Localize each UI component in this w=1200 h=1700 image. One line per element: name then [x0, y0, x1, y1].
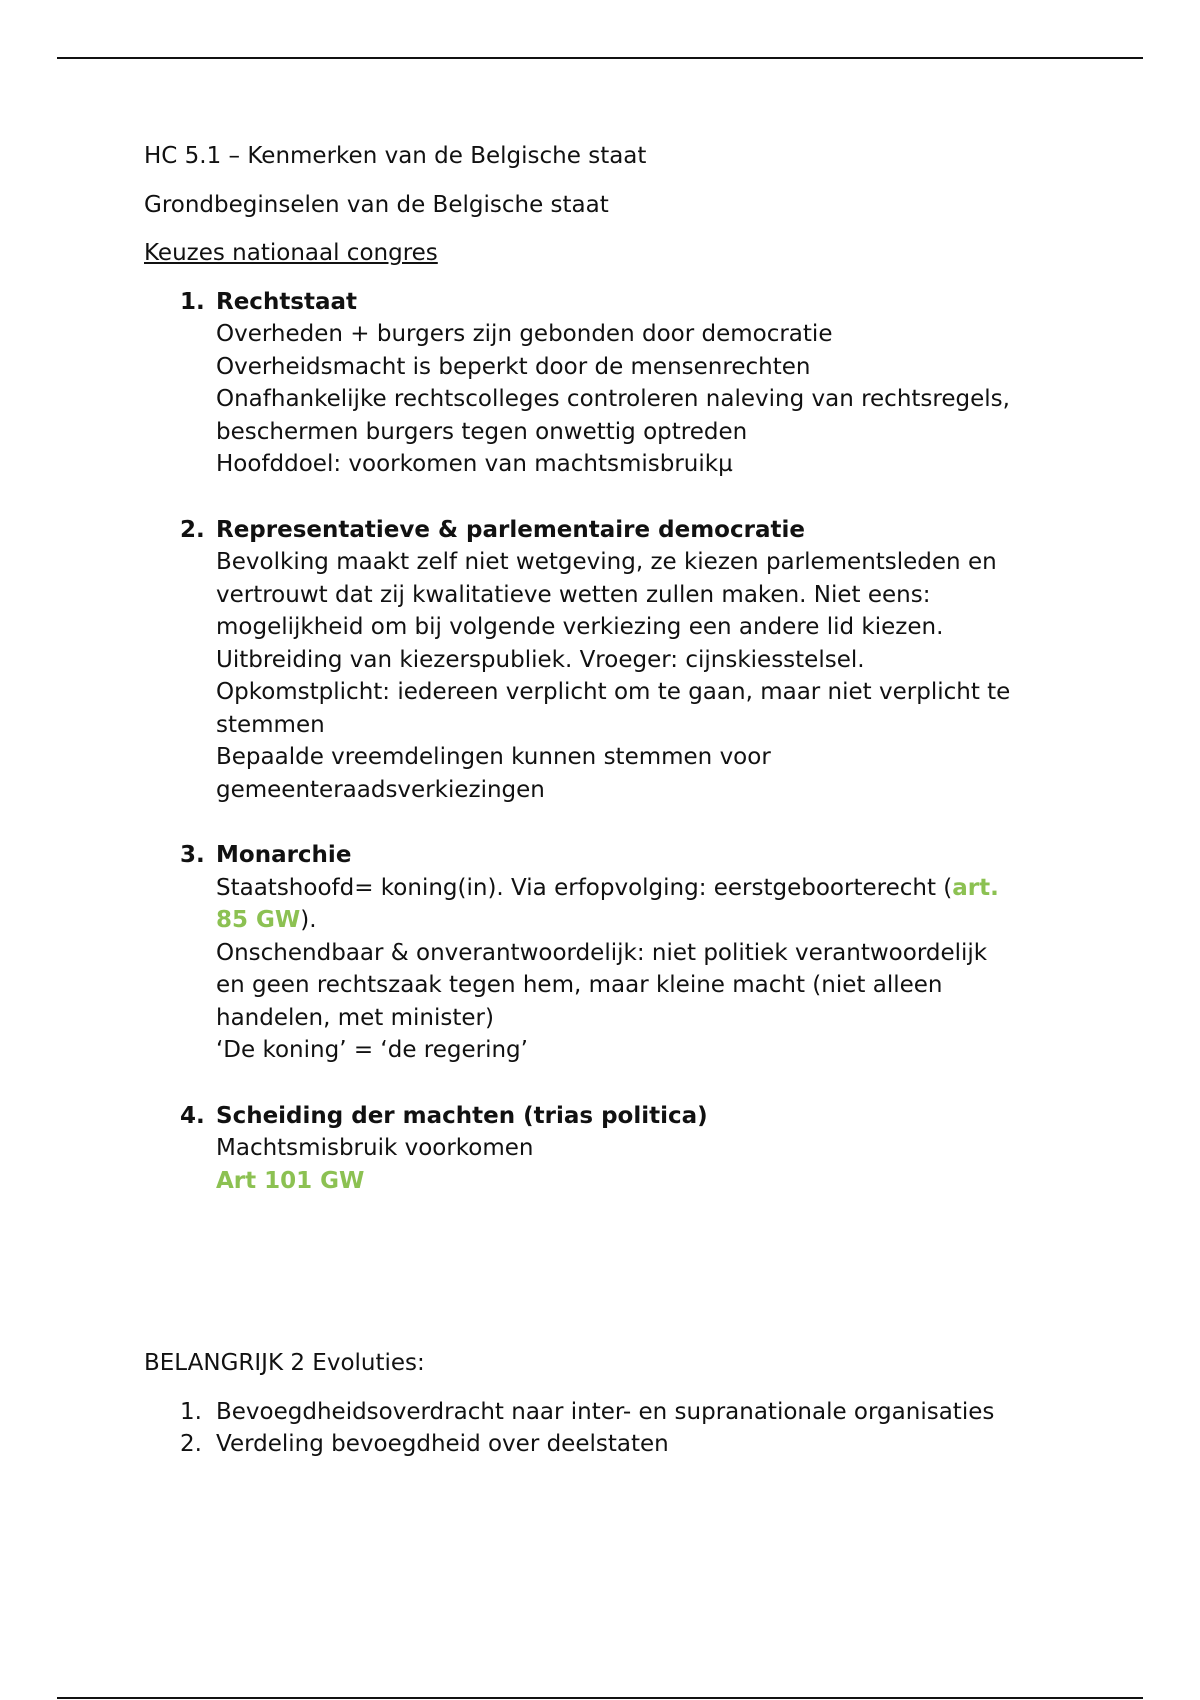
evolutions-title: BELANGRIJK 2 Evoluties: [144, 1350, 425, 1376]
item-line-text: Staatshoofd= koning(in). Via erfopvolging: eerstgeboorterecht ( [216, 874, 953, 901]
item-line: beschermen burgers tegen onwettig optreden [216, 418, 748, 445]
list-item [144, 1428, 1074, 1461]
doc-heading-2: Grondbeginselen van de Belgische staat [144, 191, 609, 218]
footer-rule [57, 1697, 1143, 1699]
item-title: Representatieve & parlementaire democratie [216, 516, 805, 543]
list-number: 2. [180, 516, 205, 543]
item-line: Uitbreiding van kiezerspubliek. Vroeger: cijnskiesstelsel. [216, 646, 865, 673]
item-line: Overheidsmacht is beperkt door de mensenrechten [216, 353, 811, 380]
item-title: Scheiding der machten (trias politica) [216, 1102, 708, 1129]
item-line: ‘De koning’ = ‘de regering’ [216, 1037, 528, 1063]
item-line: en geen rechtszaak tegen hem, maar kleine macht (niet alleen [216, 972, 943, 998]
item-line: Onschendbaar & onverantwoordelijk: niet politiek verantwoordelijk [216, 939, 988, 966]
article-reference: Art 101 GW [216, 1167, 365, 1194]
list-item [144, 1396, 1074, 1429]
item-line: Overheden + burgers zijn gebonden door democratie [216, 321, 833, 347]
item-line [216, 872, 1074, 905]
list-item-democratie [144, 514, 1074, 807]
list-item-text: Bevoegdheidsoverdracht naar inter- en supranationale organisaties [216, 1398, 995, 1425]
item-line: Hoofddoel: voorkomen van machtsmisbruikµ [216, 451, 733, 477]
list-number: 1. [180, 1398, 202, 1425]
document-body [144, 140, 1074, 1461]
item-line: Bevolking maakt zelf niet wetgeving, ze kiezen parlementsleden en [216, 549, 997, 575]
list-number: 2. [180, 1431, 202, 1457]
evolutions-list [144, 1396, 1074, 1461]
item-line: handelen, met minister) [216, 1004, 494, 1031]
principles-list [144, 286, 1074, 1198]
item-line: Opkomstplicht: iedereen verplicht om te gaan, maar niet verplicht te [216, 679, 1011, 705]
item-title: Rechtstaat [216, 288, 358, 315]
item-line: gemeenteraadsverkiezingen [216, 776, 545, 803]
item-line-text: ). [300, 907, 317, 933]
article-reference: art. [952, 874, 999, 901]
doc-heading-1: HC 5.1 – Kenmerken van de Belgische staat [144, 143, 647, 169]
article-reference: 85 GW [216, 907, 301, 933]
item-line [216, 904, 1074, 937]
list-number: 4. [180, 1102, 205, 1129]
list-number: 1. [180, 288, 205, 315]
list-number: 3. [180, 842, 205, 868]
list-item-monarchie [144, 839, 1074, 1067]
item-line: stemmen [216, 711, 325, 738]
item-line: Onafhankelijke rechtscolleges controleren naleving van rechtsregels, [216, 386, 1010, 412]
list-item-text: Verdeling bevoegdheid over deelstaten [216, 1431, 669, 1457]
list-item-trias-politica [144, 1100, 1074, 1198]
item-title: Monarchie [216, 842, 352, 868]
item-line: mogelijkheid om bij volgende verkiezing een andere lid kiezen. [216, 614, 944, 640]
header-rule [57, 57, 1143, 59]
item-line: Bepaalde vreemdelingen kunnen stemmen voor [216, 744, 771, 770]
section-title: Keuzes nationaal congres [144, 240, 438, 266]
item-line: vertrouwt dat zij kwalitatieve wetten zullen maken. Niet eens: [216, 581, 931, 608]
list-item-rechtstaat [144, 286, 1074, 481]
item-line: Machtsmisbruik voorkomen [216, 1135, 534, 1161]
